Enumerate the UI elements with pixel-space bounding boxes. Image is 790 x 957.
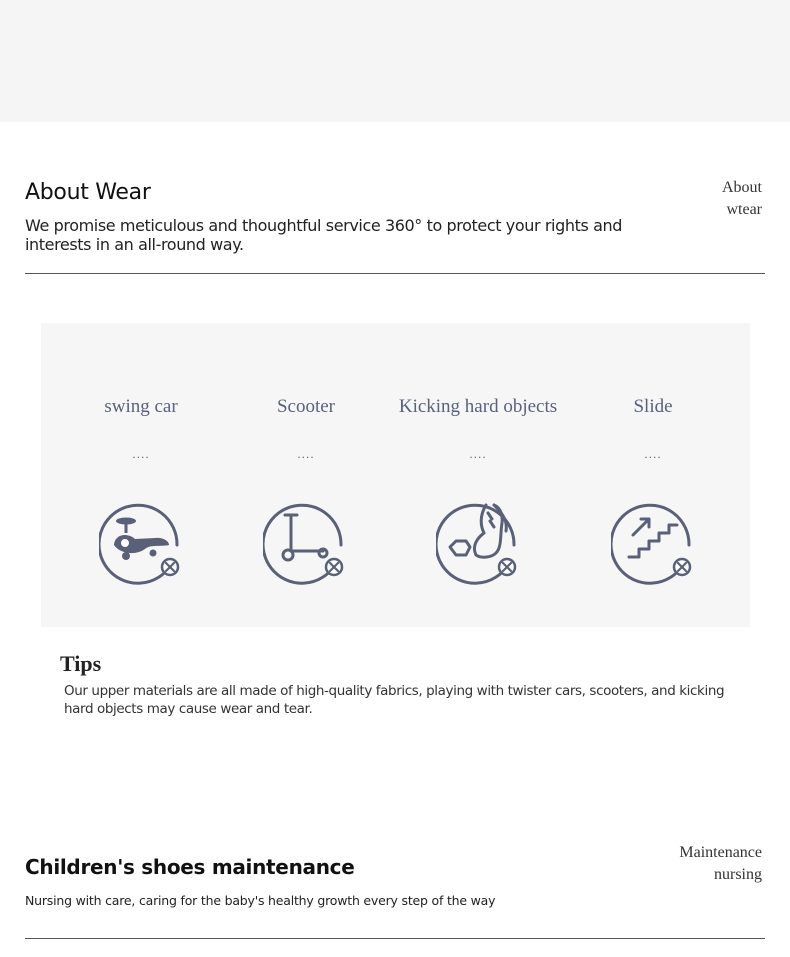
scenario-slide [563,323,743,627]
about-wear-title: About Wear [25,180,151,205]
kicking-hard-objects-icon [436,495,526,585]
about-wear-subtitle: We promise meticulous and thoughtful service 360° to protect your rights and interests in an all-round way. [25,216,622,254]
scenario-kicking-hard-objects [388,323,568,627]
about-side-label-line2: wtear [726,201,762,218]
divider [25,938,765,939]
divider [25,273,765,274]
maintenance-subtitle: Nursing with care, caring for the baby's healthy growth every step of the way [25,893,496,908]
maintenance-side-label [679,842,762,886]
about-side-label [722,177,762,221]
swing-car-icon [99,495,189,585]
scenario-dots: .... [297,447,315,461]
scenario-label: Kicking hard objects [398,396,558,417]
scenario-label: Slide [633,396,673,417]
slide-icon [611,495,701,585]
maintenance-side-label-line1: Maintenance [679,844,762,861]
about-side-label-line1: About [722,179,762,196]
scenario-dots: .... [132,447,150,461]
wear-scenarios-panel [41,323,750,627]
scenario-scooter [216,323,396,627]
scenario-label: Scooter [276,396,336,417]
scenario-dots: .... [469,447,487,461]
maintenance-title: Children's shoes maintenance [25,855,355,879]
tips-text: Our upper materials are all made of high-quality fabrics, playing with twister cars, scooters, and kicking hard objects may cause wear and tear. [64,683,725,717]
tips-title: Tips [60,651,102,676]
scenario-swing-car [51,323,231,627]
scenario-dots: .... [644,447,662,461]
scenario-label: swing car [104,396,178,417]
top-banner-area [0,0,790,122]
maintenance-side-label-line2: nursing [714,866,762,883]
scooter-icon [263,495,353,585]
